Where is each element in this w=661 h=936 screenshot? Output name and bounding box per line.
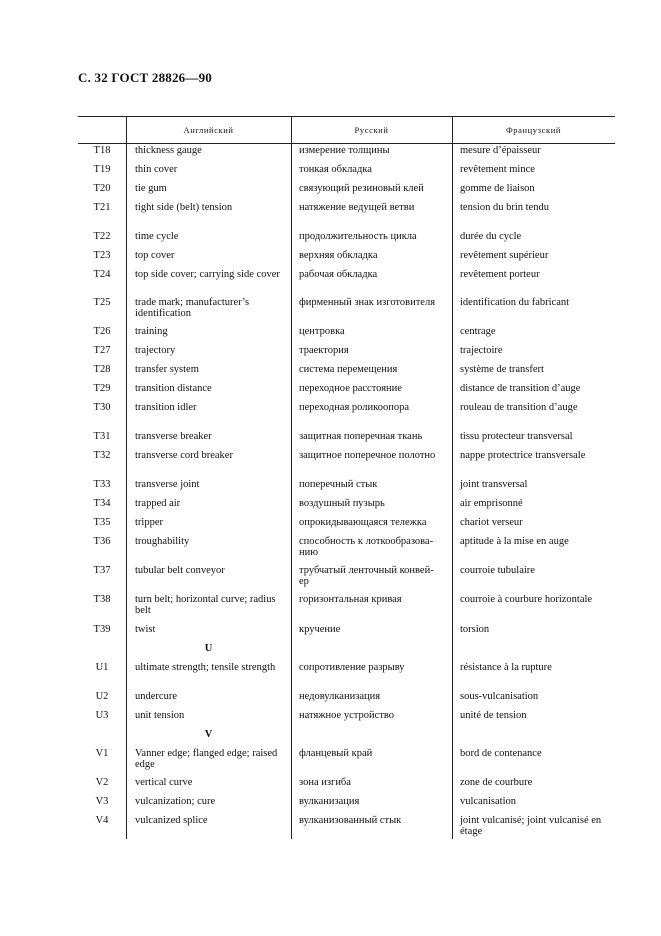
term-code: U2 [95, 691, 109, 702]
term-line: нию [299, 547, 319, 558]
term-french [460, 345, 614, 356]
term-line: revêtement supérieur [460, 250, 549, 261]
term-russian [299, 498, 451, 509]
term-line: troughability [135, 536, 190, 547]
term-line: transverse cord breaker [135, 450, 233, 461]
term-russian [299, 565, 451, 587]
term-code: T27 [93, 345, 111, 356]
term-line: rouleau de transition d’auge [460, 402, 578, 413]
term-french [460, 565, 614, 576]
column-header-english: Английский [183, 124, 234, 135]
term-line: résistance à la rupture [460, 662, 552, 673]
term-english [135, 402, 289, 413]
term-line: tripper [135, 517, 163, 528]
term-russian [299, 364, 451, 375]
term-line: vulcanized splice [135, 815, 208, 826]
term-line: transverse joint [135, 479, 200, 490]
term-english [135, 202, 289, 213]
term-english [135, 231, 289, 242]
term-french [460, 691, 614, 702]
term-line: courroie à courbure horizontale [460, 594, 593, 605]
term-line: Vanner edge; flanged edge; raised [135, 748, 278, 759]
term-russian [299, 624, 451, 635]
term-french [460, 796, 614, 807]
term-english [135, 691, 289, 702]
term-code: V4 [95, 815, 109, 826]
term-english [135, 250, 289, 261]
term-line: undercure [135, 691, 177, 702]
term-line: vulcanisation [460, 796, 516, 807]
term-line: centrage [460, 326, 496, 337]
term-line: система перемещения [299, 364, 398, 375]
term-french [460, 748, 614, 759]
term-line: натяжное устройство [299, 710, 394, 721]
term-line: опрокидывающаяся тележка [299, 517, 427, 528]
term-english [135, 450, 289, 461]
term-english [135, 517, 289, 528]
term-russian [299, 402, 451, 413]
term-russian [299, 662, 451, 673]
term-french [460, 815, 614, 837]
term-line: tie gum [135, 183, 167, 194]
term-code: T37 [93, 565, 111, 576]
column-header-russian: Русский [354, 124, 389, 135]
term-russian [299, 231, 451, 242]
term-line: поперечный стык [299, 479, 378, 490]
term-russian [299, 269, 451, 280]
term-line: trapped air [135, 498, 181, 509]
term-line: переходное расстояние [299, 383, 402, 394]
term-line: способность к лоткообразова- [299, 536, 434, 547]
term-code: T24 [93, 269, 111, 280]
term-russian [299, 345, 451, 356]
term-code: T26 [93, 326, 111, 337]
term-russian [299, 517, 451, 528]
term-line: рабочая обкладка [299, 269, 378, 280]
term-line: натяжение ведущей ветви [299, 202, 415, 213]
term-line: сопротивление разрыву [299, 662, 405, 673]
term-russian [299, 710, 451, 721]
section-letter: V [204, 729, 213, 740]
term-line: étage [460, 826, 483, 837]
term-line: nappe protectrice transversale [460, 450, 586, 461]
term-line: mesure d’épaisseur [460, 145, 541, 156]
term-french [460, 517, 614, 528]
term-french [460, 250, 614, 261]
term-line: gomme de liaison [460, 183, 535, 194]
term-line: tissu protecteur transversal [460, 431, 573, 442]
term-line: sous-vulcanisation [460, 691, 539, 702]
term-line: identification [135, 308, 191, 319]
term-line: vertical curve [135, 777, 193, 788]
term-line: переходная роликоопора [299, 402, 409, 413]
term-line: thin cover [135, 164, 178, 175]
term-code: T20 [93, 183, 111, 194]
term-line: измерение толщины [299, 145, 390, 156]
term-english [135, 431, 289, 442]
term-code: T23 [93, 250, 111, 261]
term-line: центровка [299, 326, 345, 337]
term-french [460, 431, 614, 442]
term-code: V2 [95, 777, 109, 788]
column-header-french: Французский [505, 124, 562, 135]
term-code: U1 [95, 662, 109, 673]
term-english [135, 145, 289, 156]
term-line: защитное поперечное полотно [299, 450, 436, 461]
term-french [460, 145, 614, 156]
term-line: траектория [299, 345, 349, 356]
term-line: trajectory [135, 345, 176, 356]
term-russian [299, 748, 451, 759]
term-line: transfer system [135, 364, 199, 375]
term-french [460, 498, 614, 509]
term-english [135, 594, 289, 616]
term-english [135, 624, 289, 635]
column-divider [291, 116, 292, 839]
term-russian [299, 431, 451, 442]
term-russian [299, 164, 451, 175]
term-french [460, 183, 614, 194]
term-russian [299, 450, 451, 461]
term-line: transition distance [135, 383, 212, 394]
term-line: time cycle [135, 231, 179, 242]
term-code: T25 [93, 297, 111, 308]
term-line: training [135, 326, 168, 337]
term-french [460, 624, 614, 635]
term-line: joint transversal [460, 479, 528, 490]
term-line: фирменный знак изготовителя [299, 297, 436, 308]
term-line: ultimate strength; tensile strength [135, 662, 276, 673]
term-english [135, 710, 289, 721]
term-code: T34 [93, 498, 111, 509]
term-line: identification du fabricant [460, 297, 570, 308]
term-russian [299, 183, 451, 194]
term-line: trajectoire [460, 345, 503, 356]
term-russian [299, 145, 451, 156]
term-line: belt [135, 605, 151, 616]
term-code: T29 [93, 383, 111, 394]
term-french [460, 594, 614, 605]
term-french [460, 479, 614, 490]
term-line: edge [135, 759, 155, 770]
term-french [460, 364, 614, 375]
term-line: продолжительность цикла [299, 231, 417, 242]
term-code: T38 [93, 594, 111, 605]
term-english [135, 364, 289, 375]
term-code: V3 [95, 796, 109, 807]
term-code: T31 [93, 431, 111, 442]
term-line: trade mark; manufacturer’s [135, 297, 250, 308]
term-line: ер [299, 576, 309, 587]
term-line: revêtement porteur [460, 269, 540, 280]
term-english [135, 326, 289, 337]
term-line: вулканизация [299, 796, 360, 807]
term-code: U3 [95, 710, 109, 721]
term-russian [299, 815, 451, 826]
term-english [135, 383, 289, 394]
term-line: aptitude à la mise en auge [460, 536, 569, 547]
term-line: durée du cycle [460, 231, 522, 242]
term-french [460, 269, 614, 280]
term-line: фланцевый край [299, 748, 373, 759]
term-french [460, 297, 614, 308]
term-line: тонкая обкладка [299, 164, 372, 175]
term-line: недовулканизация [299, 691, 381, 702]
term-russian [299, 326, 451, 337]
term-english [135, 479, 289, 490]
term-french [460, 450, 614, 461]
term-line: unit tension [135, 710, 185, 721]
term-line: bord de contenance [460, 748, 542, 759]
term-russian [299, 536, 451, 558]
term-code: T19 [93, 164, 111, 175]
term-line: горизонтальная кривая [299, 594, 402, 605]
term-line: courroie tubulaire [460, 565, 535, 576]
term-english [135, 498, 289, 509]
term-line: distance de transition d’auge [460, 383, 581, 394]
term-line: système de transfert [460, 364, 544, 375]
term-line: air emprisonné [460, 498, 523, 509]
term-line: top cover [135, 250, 175, 261]
term-line: tubular belt conveyor [135, 565, 225, 576]
term-russian [299, 777, 451, 788]
term-russian [299, 297, 451, 308]
term-code: T28 [93, 364, 111, 375]
term-english [135, 269, 289, 280]
page-header: С. 32 ГОСТ 28826—90 [78, 70, 212, 85]
term-french [460, 164, 614, 175]
term-code: T36 [93, 536, 111, 547]
term-line: transition idler [135, 402, 197, 413]
term-code: T21 [93, 202, 111, 213]
term-english [135, 662, 289, 673]
term-line: tension du brin tendu [460, 202, 549, 213]
term-line: thickness gauge [135, 145, 202, 156]
term-line: воздушный пузырь [299, 498, 385, 509]
term-line: chariot verseur [460, 517, 523, 528]
term-code: T35 [93, 517, 111, 528]
term-code: T30 [93, 402, 111, 413]
term-line: верхняя обкладка [299, 250, 378, 261]
term-english [135, 164, 289, 175]
term-line: vulcanization; cure [135, 796, 216, 807]
term-french [460, 326, 614, 337]
term-french [460, 710, 614, 721]
term-english [135, 565, 289, 576]
term-russian [299, 202, 451, 213]
term-line: joint vulcanisé; joint vulcanisé en [460, 815, 602, 826]
term-english [135, 345, 289, 356]
term-russian [299, 383, 451, 394]
term-english [135, 815, 289, 826]
term-line: unité de tension [460, 710, 527, 721]
term-line: turn belt; horizontal curve; radius [135, 594, 276, 605]
term-code: T39 [93, 624, 111, 635]
term-code: V1 [95, 748, 109, 759]
term-english [135, 297, 289, 319]
term-russian [299, 479, 451, 490]
term-line: top side cover; carrying side cover [135, 269, 280, 280]
term-code: T32 [93, 450, 111, 461]
term-russian [299, 250, 451, 261]
term-english [135, 796, 289, 807]
term-english [135, 777, 289, 788]
term-french [460, 536, 614, 547]
term-russian [299, 594, 451, 605]
term-line: вулканизованный стык [299, 815, 402, 826]
section-letter: U [204, 643, 213, 654]
term-russian [299, 796, 451, 807]
term-line: torsion [460, 624, 490, 635]
term-french [460, 402, 614, 413]
term-line: зона изгиба [299, 777, 351, 788]
term-code: T18 [93, 145, 111, 156]
term-line: transverse breaker [135, 431, 212, 442]
term-russian [299, 691, 451, 702]
term-english [135, 536, 289, 547]
term-line: трубчатый ленточный конвей- [299, 565, 434, 576]
term-line: zone de courbure [460, 777, 533, 788]
term-line: связующий резиновый клей [299, 183, 424, 194]
term-line: twist [135, 624, 156, 635]
column-divider [452, 116, 453, 839]
term-french [460, 777, 614, 788]
term-french [460, 202, 614, 213]
term-line: защитная поперечная ткань [299, 431, 423, 442]
term-french [460, 383, 614, 394]
term-code: T33 [93, 479, 111, 490]
term-english [135, 183, 289, 194]
term-french [460, 231, 614, 242]
term-code: T22 [93, 231, 111, 242]
term-english [135, 748, 289, 770]
term-line: tight side (belt) tension [135, 202, 233, 213]
term-line: revêtement mince [460, 164, 535, 175]
term-french [460, 662, 614, 673]
table-header-rule [78, 143, 615, 144]
term-line: кручение [299, 624, 341, 635]
